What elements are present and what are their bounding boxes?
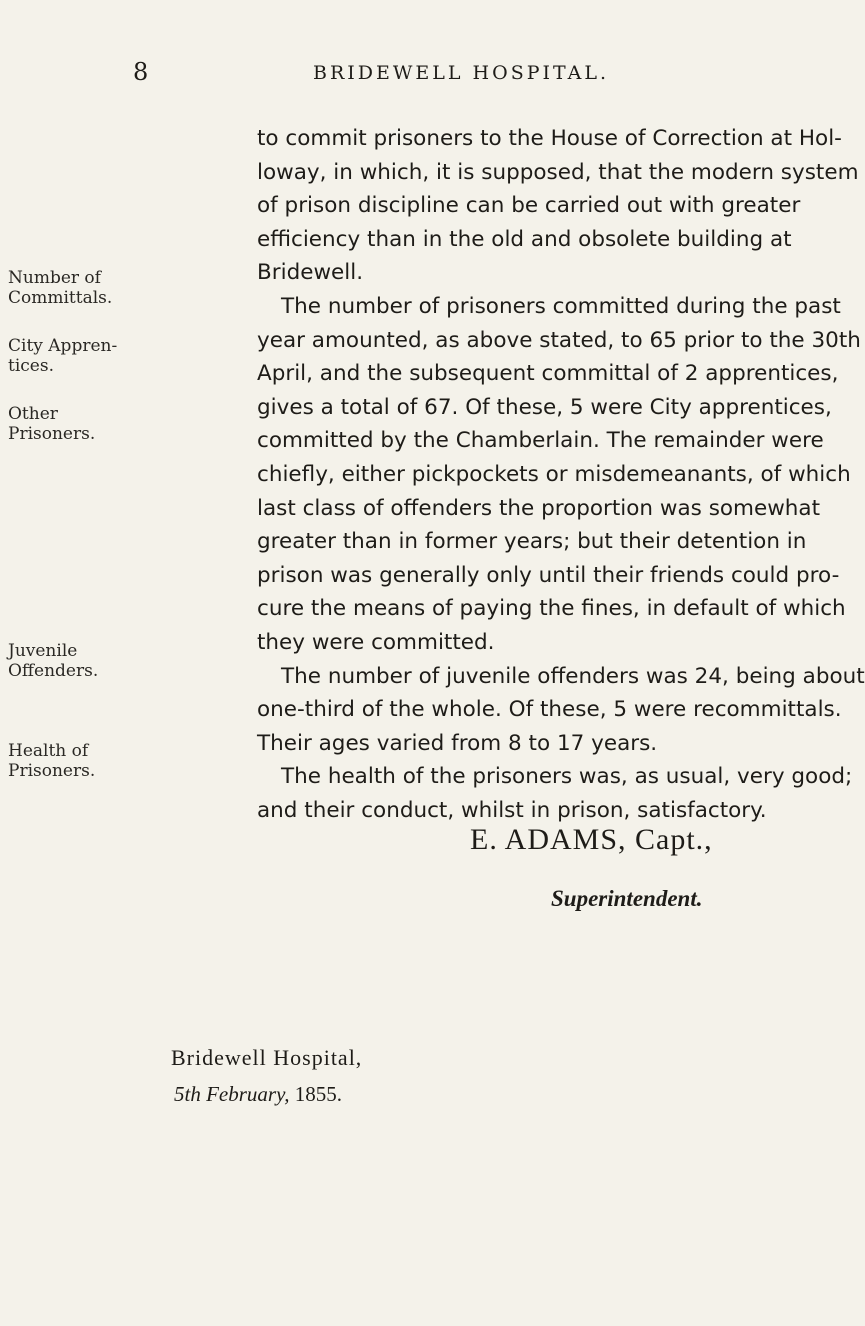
signature-name: E. ADAMS, Capt., [470, 823, 713, 856]
text-line: Their ages varied from 8 to 17 years. [257, 730, 658, 756]
text-line: prison was generally only until their friends could pro- [257, 562, 840, 588]
marginal-note-city-apprentices: City Appren- tices. [8, 336, 118, 376]
body-text [257, 122, 865, 827]
text-line: Bridewell. [257, 260, 364, 286]
text-line: efficiency than in the old and obsolete building at [257, 226, 792, 252]
text-line: to commit prisoners to the House of Correction at Hol- [257, 126, 842, 151]
text-line: year amounted, as above stated, to 65 prior to the 30th [257, 327, 861, 353]
text-line: committed by the Chamberlain. The remainder were [257, 428, 824, 454]
dateline-date [174, 1082, 342, 1107]
text-line: The number of prisoners committed during the past [281, 293, 841, 319]
text-line: The number of juvenile offenders was 24, being about [281, 663, 865, 689]
dateline-day: 5th February, [174, 1082, 290, 1106]
marginal-note-other-prisoners: Other Prisoners. [8, 404, 96, 444]
text-line: greater than in former years; but their detention in [257, 529, 807, 555]
text-line: loway, in which, it is supposed, that the modern system [257, 159, 859, 185]
running-head: BRIDEWELL HOSPITAL. [313, 62, 610, 84]
page-number: 8 [133, 58, 149, 86]
text-line: April, and the subsequent committal of 2 apprentices, [257, 361, 839, 387]
text-line: and their conduct, whilst in prison, satisfactory. [257, 797, 767, 823]
signature-title: Superintendent. [551, 886, 703, 911]
text-line: of prison discipline can be carried out with greater [257, 193, 801, 219]
marginal-note-juvenile-offenders: Juvenile Offenders. [8, 641, 99, 681]
text-line: cure the means of paying the fines, in default of which [257, 596, 846, 622]
dateline-year: 1855. [294, 1082, 342, 1106]
text-line: gives a total of 67. Of these, 5 were City apprentices, [257, 394, 832, 420]
marginal-note-committals: Number of Committals. [8, 268, 113, 308]
marginal-note-health: Health of Prisoners. [8, 741, 96, 781]
text-line: chiefly, either pickpockets or misdemeanants, of which [257, 461, 851, 487]
text-line: last class of offenders the proportion was somewhat [257, 495, 821, 521]
text-line: one-third of the whole. Of these, 5 were recommittals. [257, 697, 842, 723]
text-line: they were committed. [257, 629, 495, 655]
dateline-place: Bridewell Hospital, [171, 1045, 363, 1070]
text-line: The health of the prisoners was, as usual, very good; [281, 764, 853, 790]
